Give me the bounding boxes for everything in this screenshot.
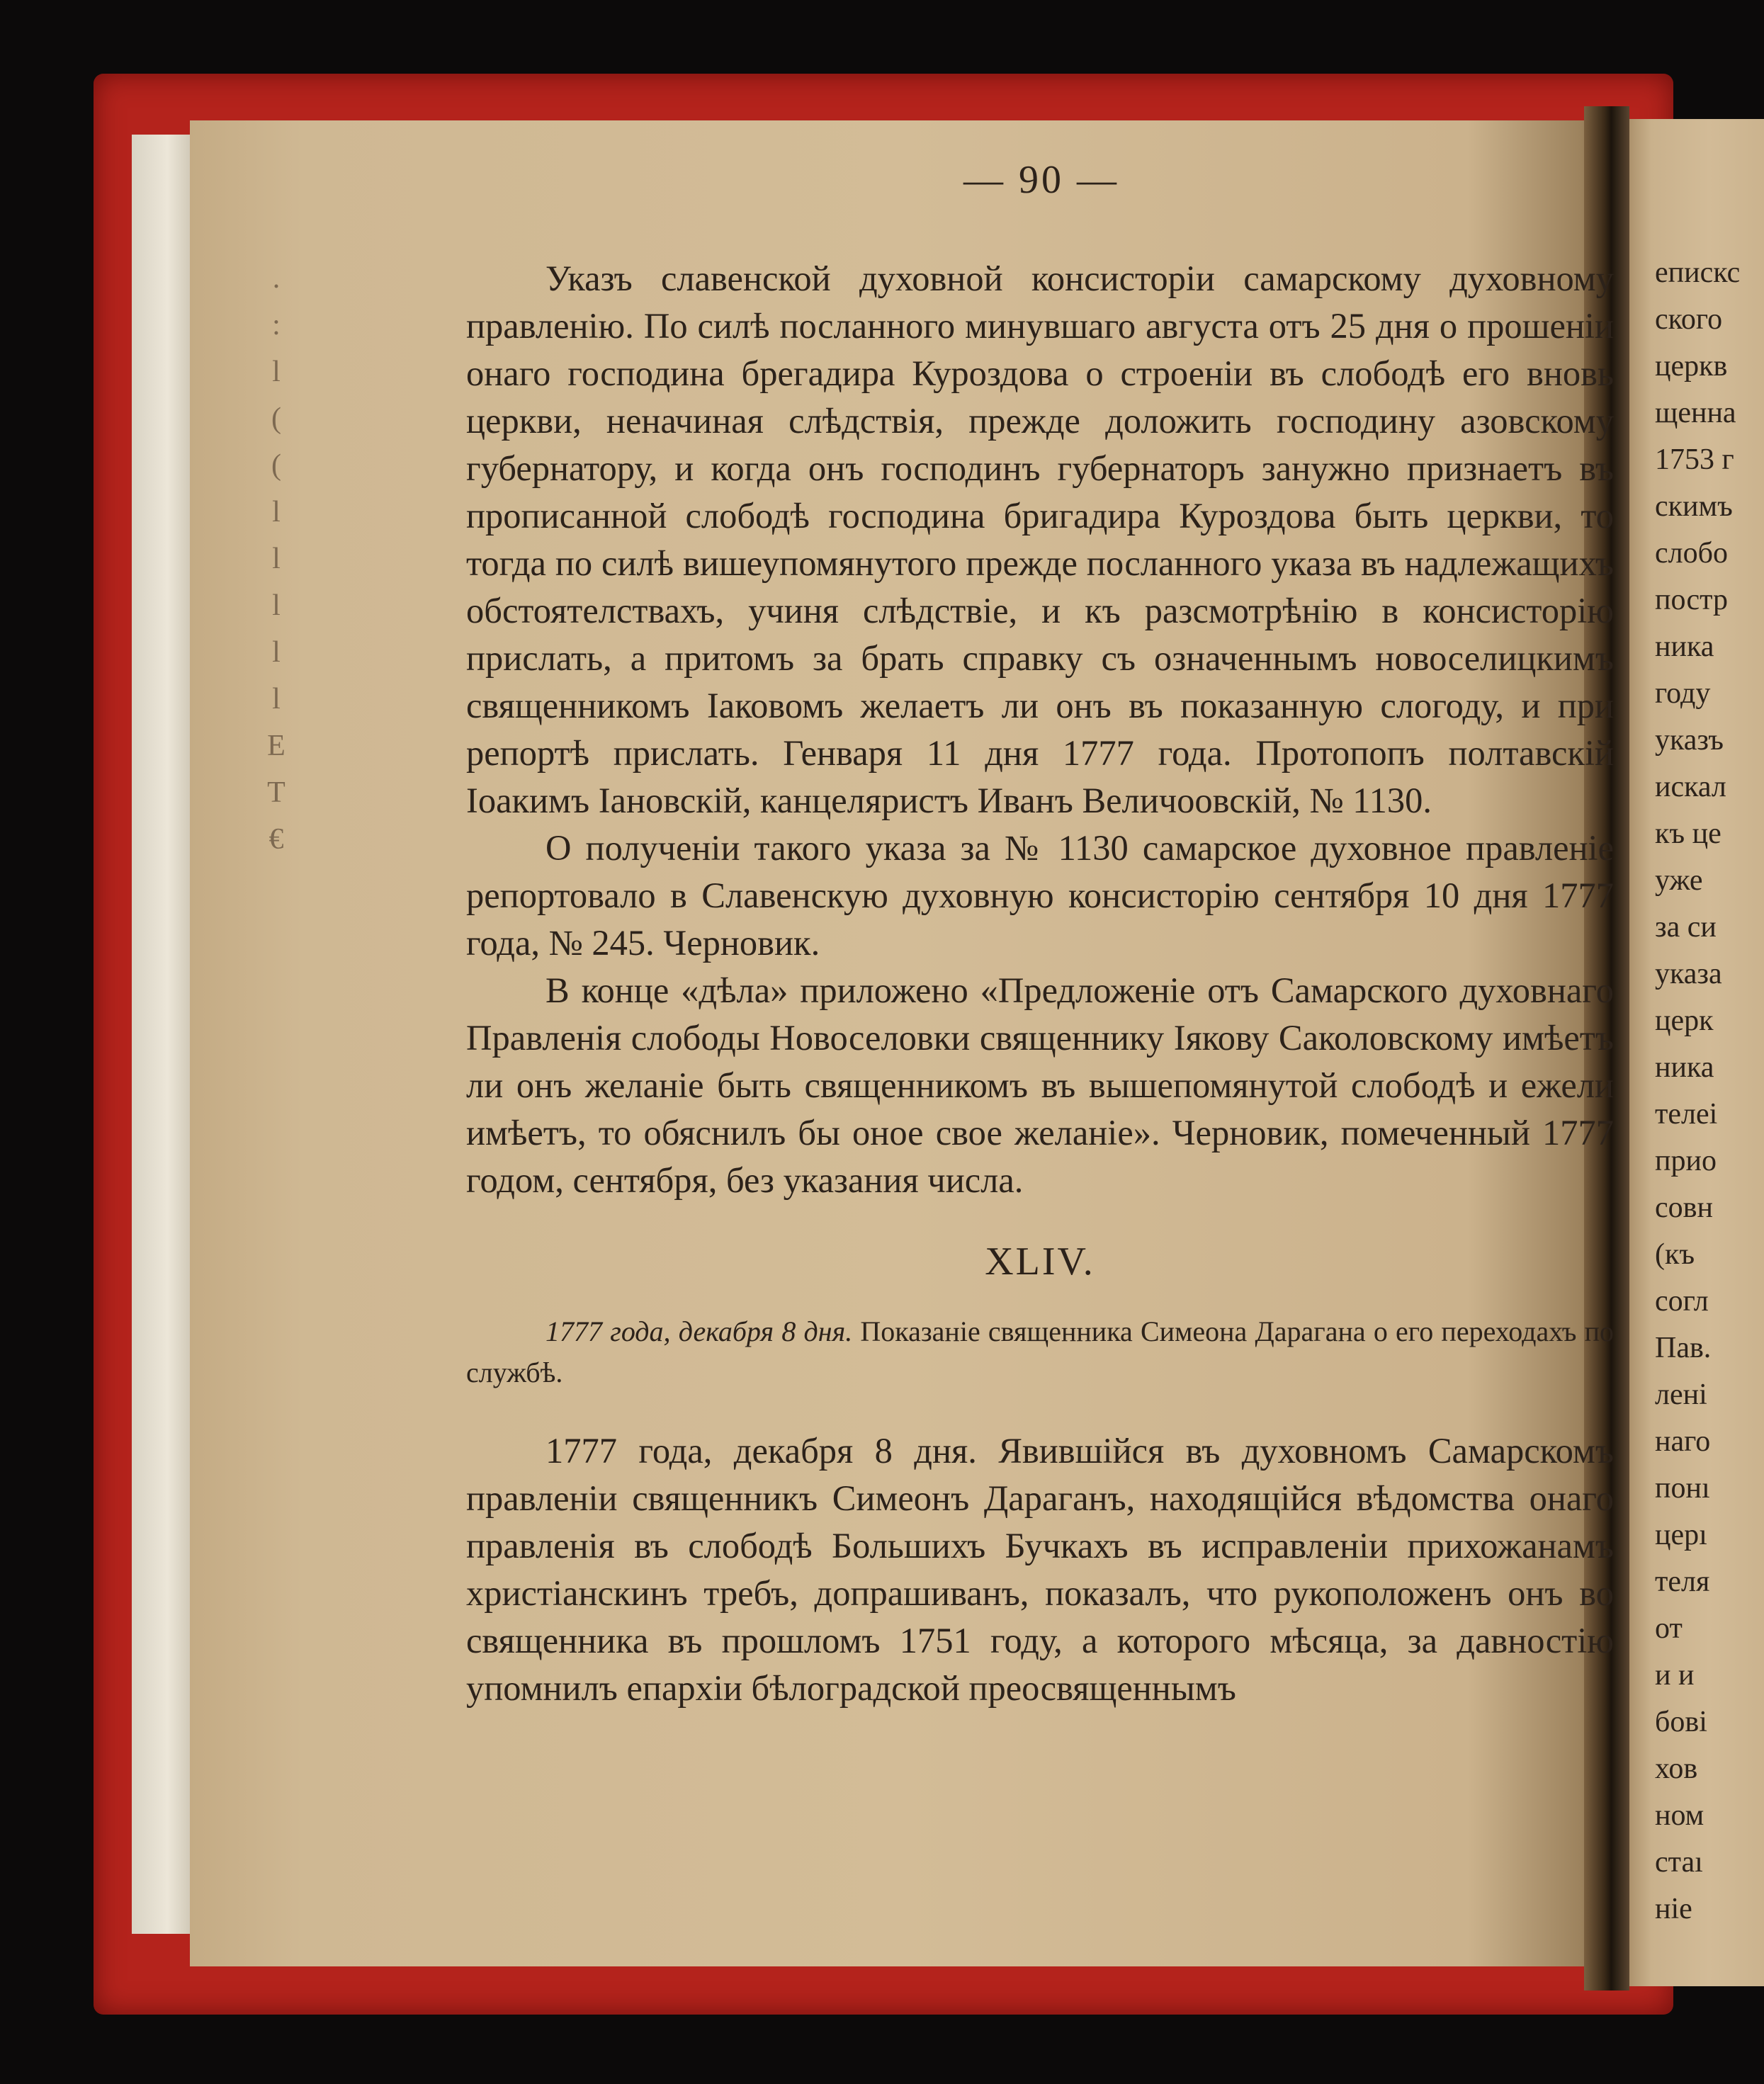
right-page-line: ніе — [1655, 1893, 1692, 1925]
edge-mark: E — [267, 730, 285, 762]
edge-mark: ( — [271, 402, 281, 435]
right-page-line: постр — [1655, 584, 1729, 616]
right-page-line: церкв — [1655, 350, 1728, 383]
paragraph-decree: Указъ славенской духовной консисторіи самарскому духовному правленію. По силѣ посланного минувшаго августа отъ 25 дня о прошеніи онаго господина брегадира Куроздова о строеніи въ слободѣ его вновь церкви, неначиная слѣдствія, прежде доложить господину азовскому губернатору, и когда онъ господинъ губернаторъ занужно признаетъ въ прописанной слободѣ господина бригадира Куроздова быть церкви, то тогда по силѣ вишеупомянутого прежде посланного указа въ надлежащихъ обстоятелствахъ, учиня слѣдствіе, и къ разсмотрѣнію в консисторію прислать, а притомъ за брать справку съ означеннымъ новоселицкимъ священникомъ Іаковомъ желаетъ ли онъ въ показанную слогоду, и при репортѣ прислать. Генваря 11 дня 1777 года. Протопопъ полтавскій Іоакимъ Іановскій, канцеляристъ Иванъ Величоовскій, № 1130. — [466, 259, 1614, 820]
edge-mark: T — [267, 776, 285, 809]
right-page-line: къ це — [1655, 817, 1721, 850]
right-page-line: согл — [1655, 1285, 1709, 1318]
section-headnote — [466, 1311, 1614, 1393]
right-page-line: прио — [1655, 1145, 1717, 1177]
right-page-line: за си — [1655, 911, 1717, 944]
right-page-line: телеі — [1655, 1098, 1718, 1131]
right-page-line: понı — [1655, 1472, 1710, 1505]
right-page-line: ном — [1655, 1799, 1704, 1832]
right-page-line: совн — [1655, 1191, 1713, 1224]
edge-mark: l — [272, 543, 281, 575]
right-page-line: епискс — [1655, 256, 1741, 289]
right-page-line: ника — [1655, 630, 1714, 663]
paragraph-proposal: В конце «дѣла» приложено «Предложеніе отъ Самарского духовнаго Правленія слободы Новоселовки священнику Іякову Саколовскому имѣетъ ли онъ желаніе быть священникомъ въ вышепомянутой слободѣ и ежели имѣетъ, то обяснилъ бы оное свое желаніе». Черновик, помеченный 1777 годом, сентября, без указания числа. — [466, 970, 1614, 1200]
right-page-line: бові — [1655, 1706, 1707, 1738]
right-page-line: Пав. — [1655, 1332, 1712, 1364]
edge-mark: l — [272, 589, 281, 622]
edge-mark: l — [272, 356, 281, 388]
right-page-line: церк — [1655, 1004, 1714, 1037]
right-page-line: церı — [1655, 1519, 1707, 1551]
main-text-column — [466, 255, 1614, 1712]
right-page-line: ника — [1655, 1051, 1714, 1084]
headnote-date: 1777 года, декабря 8 дня. — [545, 1315, 853, 1347]
edge-mark: : — [272, 309, 281, 341]
edge-mark: ( — [271, 449, 281, 482]
right-page-line: хов — [1655, 1752, 1698, 1785]
right-page-line: от — [1655, 1612, 1683, 1645]
right-page-line: щенна — [1655, 397, 1736, 429]
right-page-line: слобо — [1655, 537, 1728, 570]
right-page-line: указъ — [1655, 724, 1724, 757]
right-page-line: лені — [1655, 1378, 1707, 1411]
section-heading: XLIV. — [985, 1240, 1095, 1284]
right-page-line: скимъ — [1655, 490, 1733, 523]
page-number: — 90 — — [963, 158, 1119, 202]
right-page-line: стаı — [1655, 1846, 1703, 1879]
headnote-text: Показаніе священника Симеона Дарагана о его переходахъ по службѣ. — [466, 1315, 1615, 1388]
edge-mark: l — [272, 683, 281, 715]
right-page-line: и и — [1655, 1659, 1695, 1692]
edge-mark: l — [272, 496, 281, 528]
right-page-line: искал — [1655, 771, 1726, 803]
right-page-line: теля — [1655, 1565, 1710, 1598]
right-page-line: уже — [1655, 864, 1703, 897]
right-page-line: 1753 г — [1655, 443, 1734, 476]
paragraph-report: О полученіи такого указа за № 1130 самарское духовное правленіе репортовало в Славенскую духовную консисторію сентября 10 дня 1777 года, № 245. Черновик. — [466, 828, 1614, 963]
right-page-text — [1655, 249, 1764, 1932]
edge-mark: . — [272, 262, 281, 295]
right-page-line: (къ — [1655, 1238, 1695, 1271]
right-page-line: году — [1655, 677, 1711, 710]
right-page-line: наго — [1655, 1425, 1711, 1458]
edge-mark: € — [268, 823, 284, 856]
right-page-line: указа — [1655, 958, 1722, 990]
edge-marks — [255, 255, 298, 863]
page-edges — [132, 135, 197, 1934]
edge-mark: l — [272, 636, 281, 669]
paragraph-testimony: 1777 года, декабря 8 дня. Явившійся въ духовномъ Самарскомъ правленіи священникъ Симеонъ Дараганъ, находящійся вѣдомства онаго правленія въ слободѣ Большихъ Бучкахъ въ исправленіи прихожанамъ христіанскинъ требъ, допрашиванъ, показалъ, что рукоположенъ онъ во священника въ прошломъ 1751 году, а которого мѣсяца, за давностію упомнилъ епархіи бѣлоградской преосвященнымъ — [466, 1431, 1614, 1708]
right-page-line: ского — [1655, 303, 1723, 336]
